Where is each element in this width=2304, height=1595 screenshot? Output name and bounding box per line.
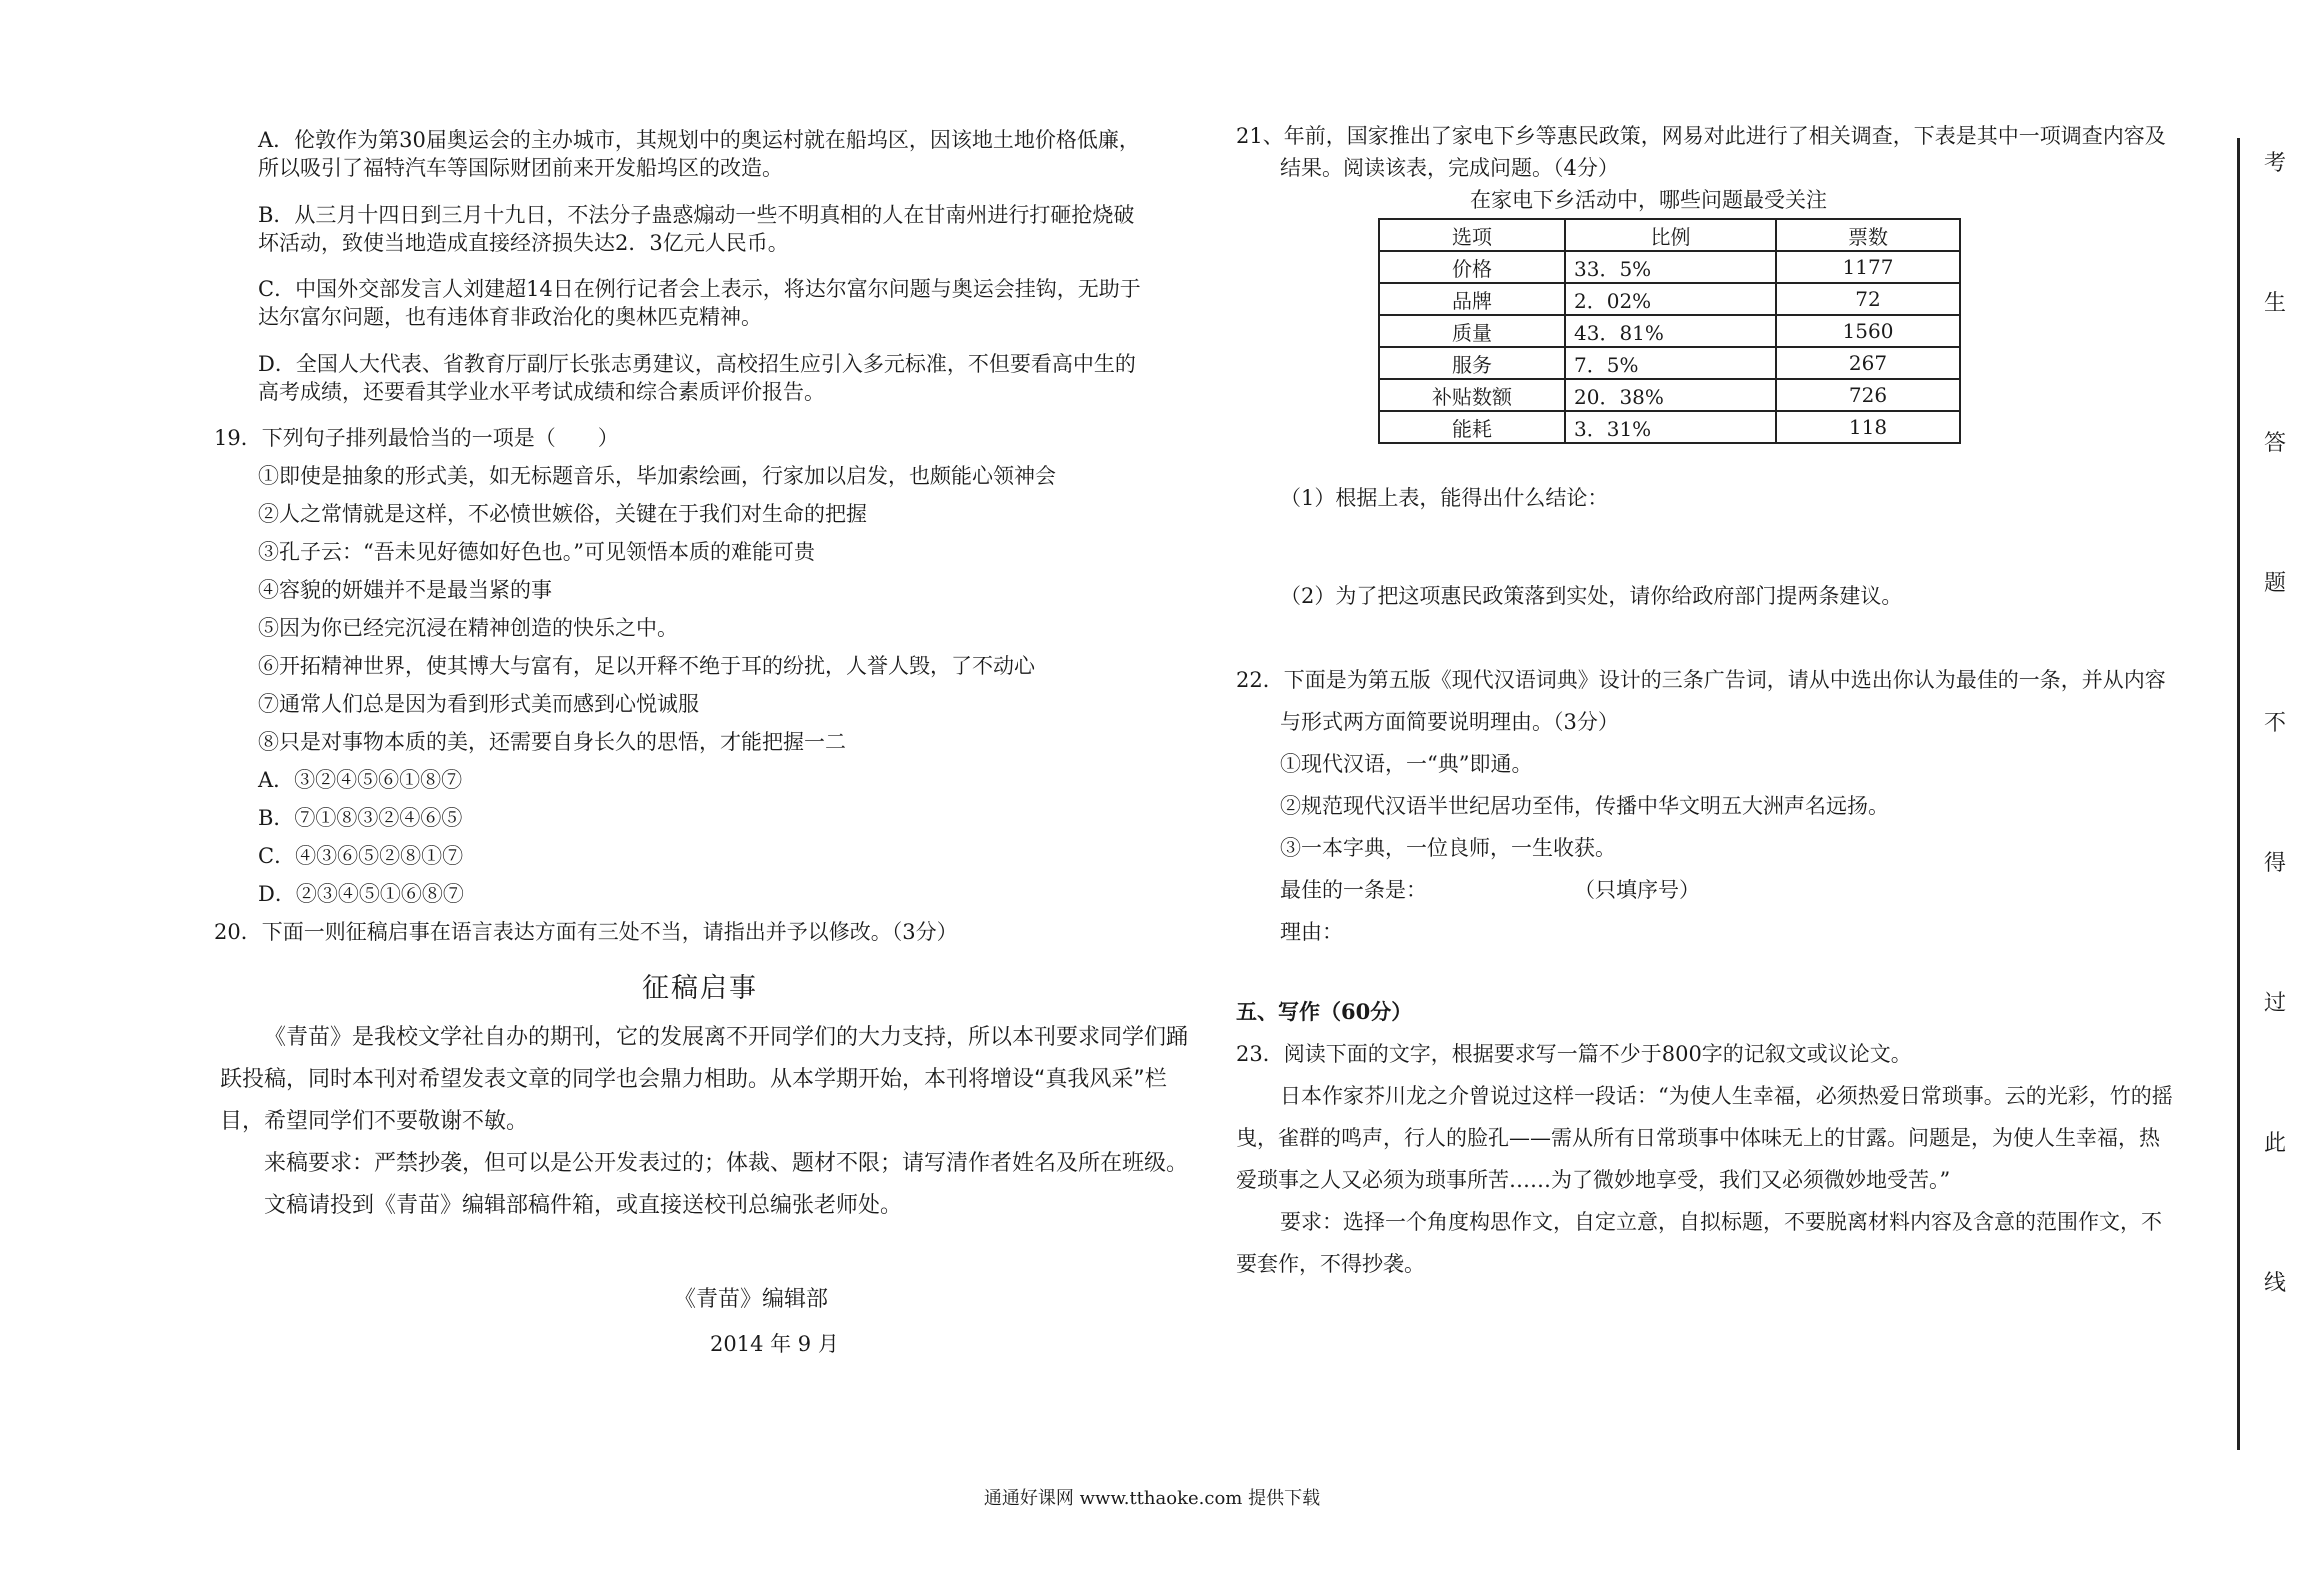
notice-date: 2014 年 9 月 — [710, 1332, 839, 1356]
q22-option-1: ①现代汉语，一“典”即通。 — [1280, 752, 1533, 776]
left-column — [210, 118, 1210, 1378]
table-header-row — [1379, 219, 1960, 251]
margin-char: 得 — [2263, 851, 2286, 876]
table-cell: 服务 — [1379, 347, 1565, 379]
q18-option-c-line2: 达尔富尔问题，也有违体育非政治化的奥林匹克精神。 — [258, 305, 762, 329]
q18-option-b-line1: B．从三月十四日到三月十九日，不法分子蛊惑煽动一些不明真相的人在甘南州进行打砸抢烧破 — [258, 203, 1135, 227]
q19-sentence-3: ③孔子云：“吾未见好德如好色也。”可见领悟本质的难能可贵 — [258, 540, 815, 564]
table-cell: 1177 — [1776, 251, 1960, 283]
q19-sentence-4: ④容貌的妍媸并不是最当紧的事 — [258, 578, 552, 602]
table-cell: 补贴数额 — [1379, 379, 1565, 411]
margin-char: 题 — [2263, 571, 2286, 596]
table-row — [1379, 315, 1960, 347]
q18-option-a-line2: 所以吸引了福特汽车等国际财团前来开发船坞区的改造。 — [258, 156, 783, 180]
table-cell: 品牌 — [1379, 283, 1565, 315]
notice-line-3: 目，希望同学们不要敬谢不敏。 — [220, 1109, 529, 1134]
right-column — [1232, 118, 2232, 1378]
table-row — [1379, 411, 1960, 443]
table-cell: 能耗 — [1379, 411, 1565, 443]
q19-sentence-2: ②人之常情就是这样，不必愤世嫉俗，关键在于我们对生命的把握 — [258, 502, 867, 526]
table-cell: 价格 — [1379, 251, 1565, 283]
q22-option-2: ②规范现代汉语半世纪居功至伟，传播中华文明五大洲声名远扬。 — [1280, 794, 1889, 818]
q23-quote-line2: 曳，雀群的鸣声，行人的脸孔——需从所有日常琐事中体味无上的甘露。问题是，为使人生幸福，热 — [1236, 1126, 2160, 1150]
table-cell: 72 — [1776, 283, 1960, 315]
q23-quote-line1: 日本作家芥川龙之介曾说过这样一段话：“为使人生幸福，必须热爱日常琐事。云的光彩，竹的摇 — [1280, 1084, 2173, 1108]
table-cell: 质量 — [1379, 315, 1565, 347]
q19-sentence-8: ⑧只是对事物本质的美，还需要自身长久的思悟，才能把握一二 — [258, 730, 846, 754]
margin-char: 线 — [2263, 1271, 2286, 1296]
q19-sentence-1: ①即使是抽象的形式美，如无标题音乐，毕加索绘画，行家加以启发，也颇能心领神会 — [258, 464, 1056, 488]
table-header-cell: 选项 — [1379, 219, 1565, 251]
q23-req-line2: 要套作，不得抄袭。 — [1236, 1252, 1425, 1276]
table-cell: 2．02% — [1565, 283, 1776, 315]
q21-sub1: （1）根据上表，能得出什么结论： — [1280, 486, 1609, 510]
q19-choice-a: A．③②④⑤⑥①⑧⑦ — [258, 768, 463, 792]
q18-option-d-line1: D．全国人大代表、省教育厅副厅长张志勇建议，高校招生应引入多元标准，不但要看高中生的 — [258, 352, 1136, 376]
q18-option-c-line1: C．中国外交部发言人刘建超14日在例行记者会上表示，将达尔富尔问题与奥运会挂钩，无助于 — [258, 277, 1141, 301]
table-cell: 33．5% — [1565, 251, 1776, 283]
q22-option-3: ③一本字典，一位良师，一生收获。 — [1280, 836, 1616, 860]
notice-line-4: 来稿要求：严禁抄袭，但可以是公开发表过的；体裁、题材不限；请写清作者姓名及所在班级。 — [264, 1151, 1189, 1176]
margin-char: 不 — [2263, 711, 2286, 736]
q21-stem-line1: 21、年前，国家推出了家电下乡等惠民政策，网易对此进行了相关调查，下表是其中一项调查内容及 — [1236, 124, 2166, 148]
q22-stem-line2: 与形式两方面简要说明理由。（3分） — [1280, 710, 1619, 734]
margin-char: 考 — [2263, 151, 2286, 176]
q21-stem-line2: 结果。阅读该表，完成问题。（4分） — [1280, 156, 1619, 180]
q18-option-a-line1: A．伦敦作为第30届奥运会的主办城市，其规划中的奥运村就在船坞区，因该地土地价格低廉， — [258, 128, 1140, 152]
q22-best-label: 最佳的一条是： — [1280, 878, 1427, 902]
q23-quote-line3: 爱琐事之人又必须为琐事所苦……为了微妙地享受，我们又必须微妙地受苦。” — [1236, 1168, 1951, 1192]
table-row — [1379, 251, 1960, 283]
q19-stem: 19．下列句子排列最恰当的一项是（ ） — [214, 426, 619, 450]
table-row — [1379, 379, 1960, 411]
table-row — [1379, 283, 1960, 315]
q21-sub2: （2）为了把这项惠民政策落到实处，请你给政府部门提两条建议。 — [1280, 584, 1903, 608]
margin-char: 生 — [2263, 291, 2286, 316]
q22-stem-line1: 22．下面是为第五版《现代汉语词典》设计的三条广告词，请从中选出你认为最佳的一条，并从内容 — [1236, 668, 2166, 692]
table-header-cell: 票数 — [1776, 219, 1960, 251]
table-cell: 3．31% — [1565, 411, 1776, 443]
q21-table-title: 在家电下乡活动中，哪些问题最受关注 — [1470, 188, 1827, 212]
notice-line-2: 跃投稿，同时本刊对希望发表文章的同学也会鼎力相助。从本学期开始，本刊将增设“真我风采”栏 — [220, 1067, 1167, 1092]
q20-stem: 20．下面一则征稿启事在语言表达方面有三处不当，请指出并予以修改。（3分） — [214, 920, 958, 944]
section5-heading: 五、写作（60分） — [1236, 999, 1413, 1024]
q19-sentence-6: ⑥开拓精神世界，使其博大与富有，足以开释不绝于耳的纷扰，人誉人毁，了不动心 — [258, 654, 1035, 678]
q23-stem: 23．阅读下面的文字，根据要求写一篇不少于800字的记叙文或议论文。 — [1236, 1042, 1912, 1066]
margin-char: 此 — [2263, 1131, 2286, 1156]
binding-line — [2237, 138, 2240, 1450]
table-cell: 20．38% — [1565, 379, 1776, 411]
table-cell: 726 — [1776, 379, 1960, 411]
notice-title: 征稿启事 — [642, 973, 758, 1004]
table-cell: 1560 — [1776, 315, 1960, 347]
table-header-cell: 比例 — [1565, 219, 1776, 251]
table-cell: 118 — [1776, 411, 1960, 443]
q19-choice-c: C．④③⑥⑤②⑧①⑦ — [258, 844, 464, 868]
footer-credit: 通通好课网 www.tthaoke.com 提供下载 — [983, 1488, 1321, 1509]
notice-line-5: 文稿请投到《青苗》编辑部稿件箱，或直接送校刊总编张老师处。 — [264, 1193, 903, 1218]
margin-char: 答 — [2263, 431, 2286, 456]
q18-option-b-line2: 坏活动，致使当地造成直接经济损失达2．3亿元人民币。 — [258, 231, 789, 255]
table-cell: 43．81% — [1565, 315, 1776, 347]
table-row — [1379, 347, 1960, 379]
q23-req-line1: 要求：选择一个角度构思作文，自定立意，自拟标题，不要脱离材料内容及含意的范围作文，不 — [1280, 1210, 2162, 1234]
q22-best-hint: （只填序号） — [1574, 878, 1700, 902]
q19-choice-d: D．②③④⑤①⑥⑧⑦ — [258, 882, 464, 906]
table-cell: 267 — [1776, 347, 1960, 379]
q22-reason-label: 理由： — [1280, 920, 1343, 944]
q19-sentence-5: ⑤因为你已经完沉浸在精神创造的快乐之中。 — [258, 616, 678, 640]
notice-line-1: 《青苗》是我校文学社自办的期刊，它的发展离不开同学们的大力支持，所以本刊要求同学们踊 — [264, 1025, 1189, 1050]
survey-table — [1378, 218, 1961, 444]
notice-signature: 《青苗》编辑部 — [674, 1287, 829, 1312]
q19-choice-b: B．⑦①⑧③②④⑥⑤ — [258, 806, 463, 830]
q18-option-d-line2: 高考成绩，还要看其学业水平考试成绩和综合素质评价报告。 — [258, 380, 825, 404]
q19-sentence-7: ⑦通常人们总是因为看到形式美而感到心悦诚服 — [258, 692, 699, 716]
margin-char: 过 — [2263, 991, 2286, 1016]
table-cell: 7．5% — [1565, 347, 1776, 379]
